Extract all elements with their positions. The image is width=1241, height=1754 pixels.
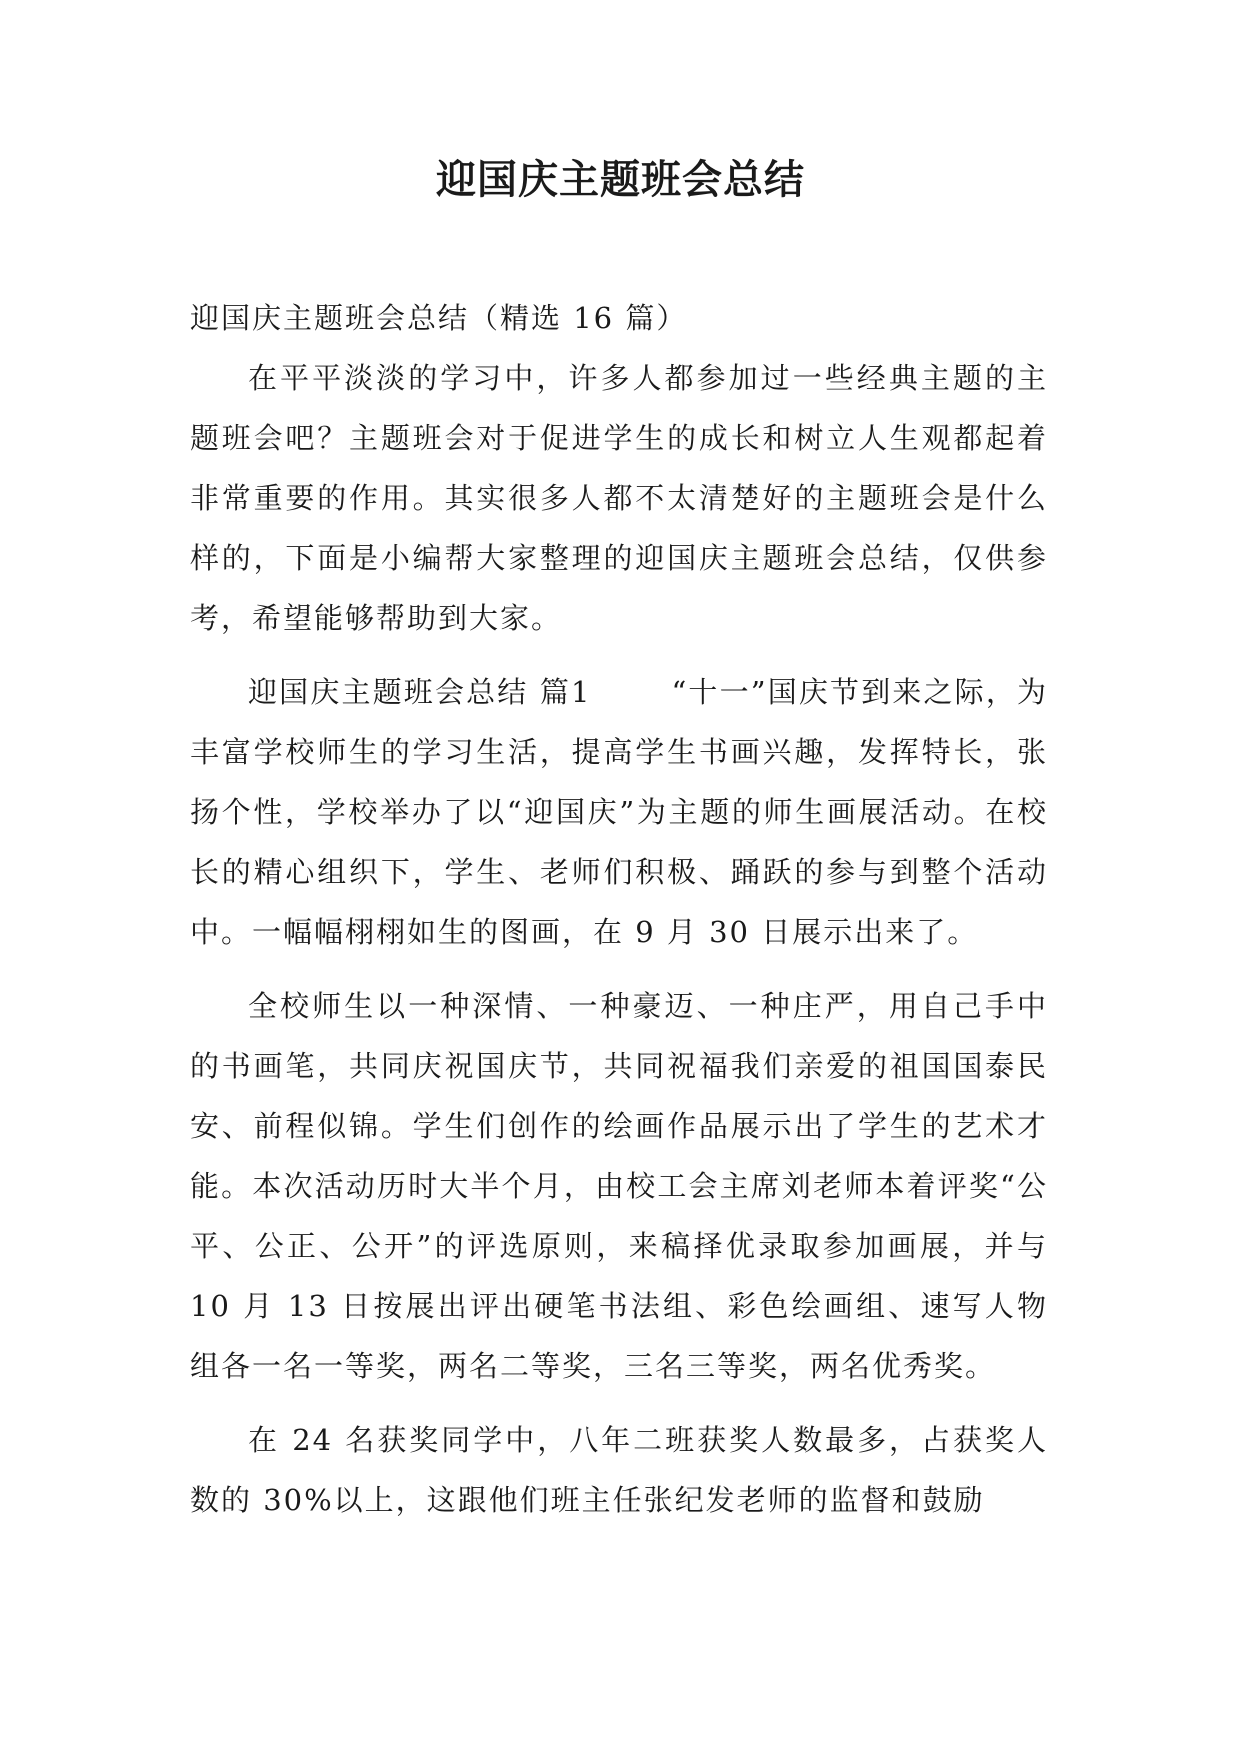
document-body <box>190 288 1048 1530</box>
section1-heading: 迎国庆主题班会总结 篇1 <box>248 675 592 709</box>
document-title: 迎国庆主题班会总结 <box>436 156 805 203</box>
section1-paragraph-1 <box>190 662 1048 962</box>
section1-paragraph-1-text: “十一”国庆节到来之际，为丰富学校师生的学习生活，提高学生书画兴趣，发挥特长，张扬个性，学校举办了以“迎国庆”为主题的师生画展活动。在校长的精心组织下，学生、老师们积极、踊跃的参与到整个活动中。一幅幅栩栩如生的图画，在 9 月 30 日展示出来了。 <box>190 675 1049 949</box>
section1-paragraph-2: 全校师生以一种深情、一种豪迈、一种庄严，用自己手中的书画笔，共同庆祝国庆节，共同祝福我们亲爱的祖国国泰民安、前程似锦。学生们创作的绘画作品展示出了学生的艺术才能。本次活动历时大半个月，由校工会主席刘老师本着评奖“公平、公正、公开”的评选原则，来稿择优录取参加画展，并与 10 月 13 日按展出评出硬笔书法组、彩色绘画组、速写人物组各一名一等奖，两名二等奖，三名三等奖，两名优秀奖。 <box>190 989 1048 1383</box>
document-subtitle: 迎国庆主题班会总结（精选 16 篇） <box>190 301 688 335</box>
section1-paragraph-3: 在 24 名获奖同学中，八年二班获奖人数最多，占获奖人数的 30%以上，这跟他们班主任张纪发老师的监督和鼓励 <box>190 1423 1048 1517</box>
intro-paragraph: 在平平淡淡的学习中，许多人都参加过一些经典主题的主题班会吧？主题班会对于促进学生的成长和树立人生观都起着非常重要的作用。其实很多人都不太清楚好的主题班会是什么样的，下面是小编帮大家整理的迎国庆主题班会总结，仅供参考，希望能够帮助到大家。 <box>190 361 1048 635</box>
